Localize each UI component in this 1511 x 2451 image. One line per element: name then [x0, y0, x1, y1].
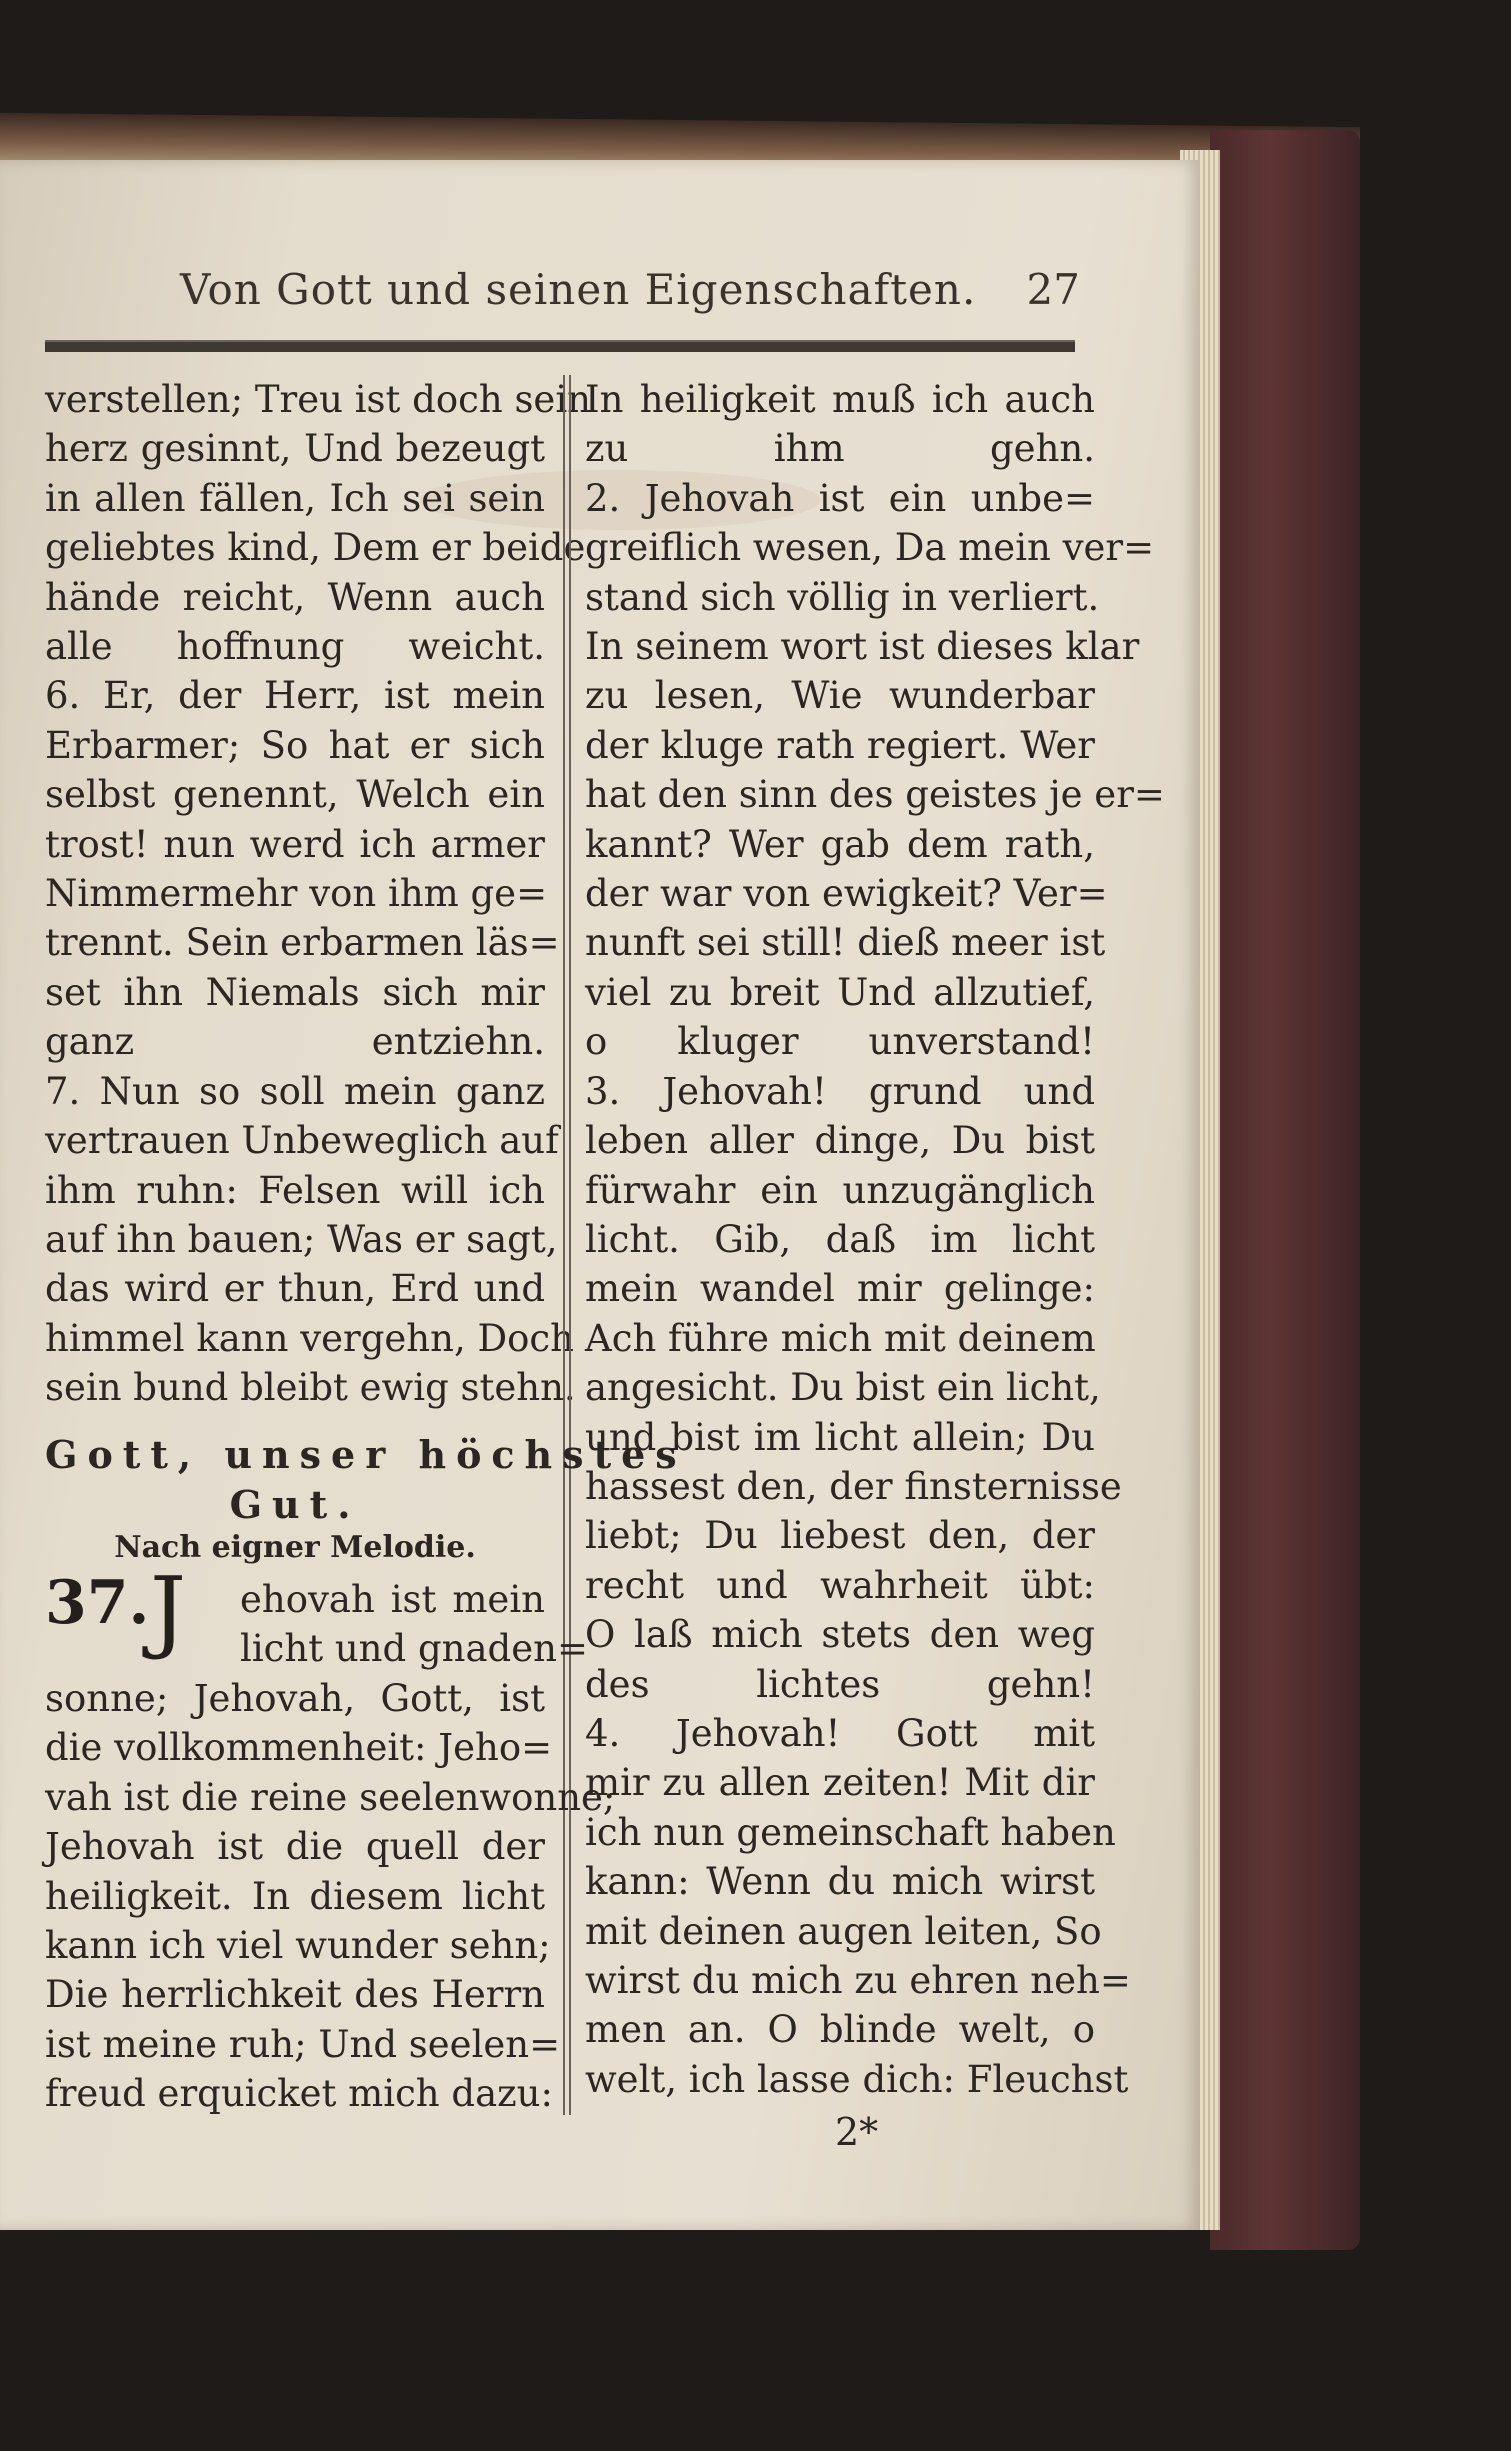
melody-note: Nach eigner Melodie. [114, 1530, 476, 1565]
text-line: des lichtes gehn! [585, 1662, 1095, 1706]
header-rule [45, 340, 1075, 352]
left-column [45, 375, 591, 1413]
text-line: mein wandel mir gelinge: [585, 1267, 1095, 1311]
text-line: Erbarmer; So hat er sich [45, 723, 545, 767]
signature-mark: 2* [835, 2110, 879, 2154]
hymn-title-line: Gott, unser höchstes [45, 1432, 687, 1477]
right-column [585, 375, 1165, 2104]
text-line: ehovah ist mein [240, 1578, 545, 1621]
text-line: alle hoffnung weicht. [45, 625, 545, 669]
text-line: 2. Jehovah ist ein unbe= [585, 476, 1095, 520]
text-line: Jehovah ist die quell der [45, 1825, 545, 1869]
text-line: In seinem wort ist dieses klar [585, 625, 1140, 669]
hymn-number: 37. [45, 1568, 150, 1638]
text-line: der war von ewigkeit? Ver= [585, 872, 1108, 916]
text-line: die vollkommenheit: Jeho= [45, 1726, 553, 1770]
text-line: mir zu allen zeiten! Mit dir [585, 1761, 1095, 1805]
page-number: 27 [1026, 265, 1080, 314]
column-separator [563, 375, 571, 2115]
text-line: 6. Er, der Herr, ist mein [45, 674, 545, 718]
text-line: mit deinen augen leiten, So [585, 1909, 1102, 1953]
text-line: trost! nun werd ich armer [45, 822, 545, 866]
running-title: Von Gott und seinen Eigenschaften. [180, 265, 977, 314]
text-line: hat den sinn des geistes je er= [585, 773, 1165, 817]
hymn-opening [240, 1575, 588, 1674]
text-line: 4. Jehovah! Gott mit [585, 1711, 1095, 1755]
text-line: zu lesen, Wie wunderbar [585, 674, 1095, 718]
page-header [180, 265, 1080, 325]
text-line: set ihn Niemals sich mir [45, 970, 545, 1014]
text-line: ganz entziehn. [45, 1020, 545, 1064]
hymn-body [45, 1674, 616, 2119]
text-line: Die herrlichkeit des Herrn [45, 1973, 545, 2017]
text-line: welt, ich lasse dich: Fleuchst [585, 2057, 1129, 2101]
text-line: ist meine ruh; Und seelen= [45, 2022, 561, 2066]
text-line: kannt? Wer gab dem rath, [585, 822, 1095, 866]
text-line: auf ihn bauen; Was er sagt, [45, 1217, 558, 1261]
text-line: O laß mich stets den weg [585, 1613, 1095, 1657]
text-line: und bist im licht allein; Du [585, 1415, 1095, 1459]
text-line: himmel kann vergehn, Doch [45, 1316, 574, 1360]
text-line: der kluge rath regiert. Wer [585, 723, 1095, 767]
hymn-title-line: Gut. [229, 1482, 361, 1527]
text-line: vertrauen Unbeweglich auf [45, 1119, 559, 1163]
text-line: sonne; Jehovah, Gott, ist [45, 1677, 545, 1720]
text-line: vah ist die reine seelenwonne; [45, 1775, 616, 1819]
text-line: ich nun gemeinschaft haben [585, 1810, 1116, 1854]
text-line: hassest den, der finsternisse [585, 1464, 1122, 1508]
text-line: geliebtes kind, Dem er beide [45, 526, 586, 570]
text-line: kann ich viel wunder sehn; [45, 1924, 551, 1968]
text-line: in allen fällen, Ich sei sein [45, 476, 545, 520]
text-line: 7. Nun so soll mein ganz [45, 1069, 545, 1113]
text-line: licht. Gib, daß im licht [585, 1217, 1095, 1261]
text-line: heiligkeit. In diesem licht [45, 1874, 545, 1918]
text-line: liebt; Du liebest den, der [585, 1514, 1095, 1558]
text-line: greiflich wesen, Da mein ver= [585, 526, 1155, 570]
text-line: recht und wahrheit übt: [585, 1563, 1095, 1607]
text-line: Nimmermehr von ihm ge= [45, 872, 548, 916]
text-line: herz gesinnt, Und bezeugt [45, 427, 545, 471]
text-line: men an. O blinde welt, o [585, 2008, 1095, 2052]
text-line: wirst du mich zu ehren neh= [585, 1959, 1131, 2002]
drop-cap: J [150, 1558, 187, 1663]
text-line: selbst genennt, Welch ein [45, 773, 545, 817]
text-line: trennt. Sein erbarmen läs= [45, 921, 560, 965]
text-line: zu ihm gehn. [585, 427, 1095, 471]
text-line: 3. Jehovah! grund und [585, 1069, 1095, 1113]
hymn-title [45, 1430, 687, 1530]
text-line: verstellen; Treu ist doch sein [45, 378, 591, 421]
text-line: o kluger unverstand! [585, 1020, 1095, 1064]
text-line: Ach führe mich mit deinem [585, 1316, 1096, 1360]
text-line: freud erquicket mich dazu: [45, 2072, 553, 2116]
text-line: ihm ruhn: Felsen will ich [45, 1168, 545, 1212]
text-line: In heiligkeit muß ich auch [585, 378, 1095, 421]
text-line: hände reicht, Wenn auch [45, 575, 545, 619]
text-line: das wird er thun, Erd und [45, 1267, 545, 1311]
text-line: angesicht. Du bist ein licht, [585, 1366, 1101, 1410]
text-line: stand sich völlig in verliert. [585, 575, 1100, 619]
text-line: kann: Wenn du mich wirst [585, 1860, 1095, 1904]
text-line: licht und gnaden= [240, 1627, 588, 1671]
text-line: viel zu breit Und allzutief, [585, 970, 1095, 1014]
text-line: sein bund bleibt ewig stehn. [45, 1366, 576, 1410]
text-line: fürwahr ein unzugänglich [585, 1168, 1095, 1212]
book-cover [1210, 130, 1360, 2250]
text-line: leben aller dinge, Du bist [585, 1119, 1095, 1163]
text-line: nunft sei still! dieß meer ist [585, 921, 1106, 965]
